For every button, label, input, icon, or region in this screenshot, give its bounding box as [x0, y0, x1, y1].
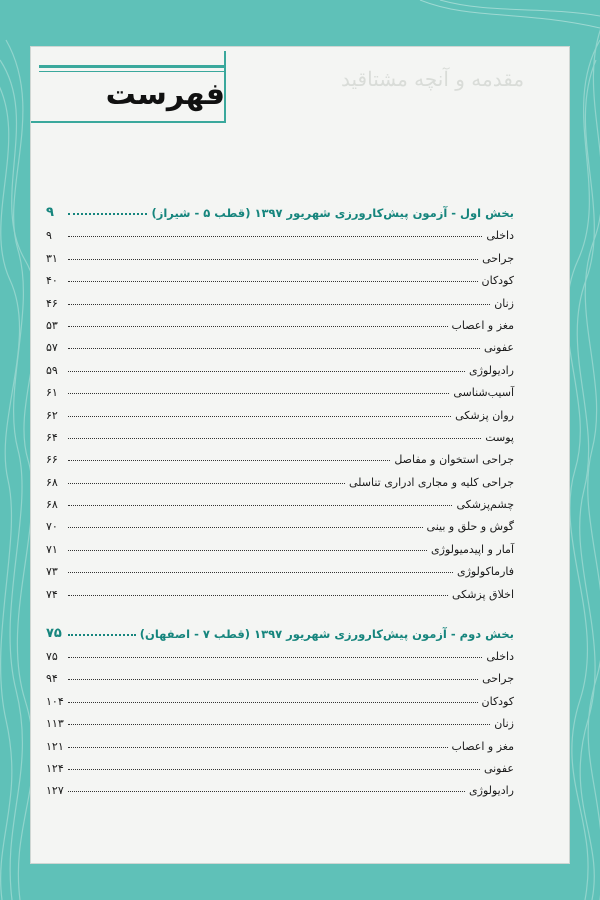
toc-entry-page: ۹ [46, 229, 52, 243]
toc-entry[interactable] [46, 685, 514, 707]
toc-entry-page: ۶۴ [46, 430, 58, 444]
toc-section [46, 198, 514, 601]
toc-entry-page: ۵۹ [46, 363, 58, 377]
toc-entry-label: گوش و حلق و بینی [426, 520, 514, 534]
toc-entry-label: رادیولوژی [469, 363, 514, 377]
leader-dots [68, 701, 478, 703]
leader-dots [68, 790, 465, 792]
toc-entry[interactable] [46, 444, 514, 466]
leader-dots [68, 437, 481, 439]
leader-dots [68, 258, 478, 260]
leader-dots [68, 504, 452, 506]
leader-dots [68, 212, 147, 215]
leader-dots [68, 482, 345, 484]
toc-entry-label: پوست [485, 430, 514, 444]
toc-entry-label: کودکان [481, 694, 514, 708]
toc-entry-label: مغز و اعصاب [451, 739, 514, 753]
toc-entry[interactable] [46, 354, 514, 376]
table-of-contents [46, 198, 514, 797]
toc-entry-page: ۷۵ [46, 650, 58, 664]
toc-entry-page: ۴۰ [46, 274, 58, 288]
section-heading-page: ۷۵ [46, 625, 62, 641]
section-heading-label: بخش دوم - آزمون پیش‌کارورزی شهریور ۱۳۹۷ (قطب ۷ - اصفهان) [139, 626, 514, 641]
leader-dots [68, 347, 480, 349]
leader-dots [68, 526, 423, 528]
leader-dots [68, 280, 478, 282]
title-rule-thick [39, 65, 225, 68]
toc-entry[interactable] [46, 399, 514, 421]
leader-dots [68, 235, 482, 237]
toc-entry-page: ۳۱ [46, 251, 58, 265]
toc-entry-label: زنان [494, 296, 514, 310]
toc-entry[interactable] [46, 310, 514, 332]
toc-entry-page: ۶۸ [46, 498, 58, 512]
toc-entry[interactable] [46, 556, 514, 578]
section-heading[interactable] [46, 619, 514, 641]
toc-entry-label: عفونی [483, 761, 514, 775]
toc-entry-page: ۷۰ [46, 520, 58, 534]
toc-entry-label: جراحی استخوان و مفاصل [394, 453, 514, 467]
toc-entry-label: جراحی [482, 672, 514, 686]
toc-entry[interactable] [46, 466, 514, 488]
leader-dots [68, 746, 448, 748]
toc-entry-label: روان پزشکی [455, 408, 514, 422]
leader-dots [68, 392, 449, 394]
toc-entry-page: ۹۴ [46, 672, 58, 686]
leader-dots [68, 549, 427, 551]
leader-dots [68, 633, 136, 636]
toc-entry-page: ۶۱ [46, 386, 58, 400]
toc-entry-label: آسیب‌شناسی [453, 386, 514, 400]
leader-dots [68, 459, 390, 461]
toc-entry[interactable] [46, 708, 514, 730]
toc-entry-page: ۷۴ [46, 587, 58, 601]
toc-entry-page: ۶۸ [46, 475, 58, 489]
toc-entry[interactable] [46, 775, 514, 797]
toc-entry[interactable] [46, 753, 514, 775]
toc-entry-label: داخلی [486, 650, 514, 664]
toc-entry-label: کودکان [481, 274, 514, 288]
toc-entry-page: ۱۱۳ [46, 717, 64, 731]
leader-dots [68, 303, 490, 305]
toc-entry-page: ۱۲۱ [46, 739, 64, 753]
toc-entry-page: ۶۶ [46, 453, 58, 467]
toc-entry-label: جراحی کلیه و مجاری ادراری تناسلی [348, 475, 514, 489]
toc-entry-label: آمار و اپیدمیولوژی [431, 542, 514, 556]
page-title: فهرست [105, 77, 225, 112]
toc-entry-label: داخلی [486, 229, 514, 243]
leader-dots [68, 370, 465, 372]
toc-entry[interactable] [46, 220, 514, 242]
toc-entry[interactable] [46, 287, 514, 309]
toc-entry-label: فارماکولوژی [456, 565, 514, 579]
toc-entry-label: عفونی [483, 341, 514, 355]
toc-entry-page: ۴۶ [46, 296, 58, 310]
title-rule-bottom [31, 121, 226, 123]
toc-entry[interactable] [46, 377, 514, 399]
toc-entry[interactable] [46, 265, 514, 287]
toc-entry-page: ۶۲ [46, 408, 58, 422]
toc-entry-page: ۱۲۷ [46, 784, 64, 798]
toc-entry[interactable] [46, 663, 514, 685]
leader-dots [68, 723, 490, 725]
leader-dots [68, 768, 480, 770]
leader-dots [68, 415, 451, 417]
title-rule-thin [39, 71, 225, 72]
toc-entry-label: اخلاق پزشکی [451, 587, 514, 601]
toc-entry[interactable] [46, 641, 514, 663]
leader-dots [68, 325, 448, 327]
toc-entry[interactable] [46, 489, 514, 511]
toc-entry[interactable] [46, 578, 514, 600]
toc-section [46, 619, 514, 798]
toc-entry-page: ۱۲۴ [46, 761, 64, 775]
toc-entry[interactable] [46, 332, 514, 354]
toc-entry[interactable] [46, 242, 514, 264]
leader-dots [68, 656, 482, 658]
section-heading-label: بخش اول - آزمون پیش‌کارورزی شهریور ۱۳۹۷ (قطب ۵ - شیراز) [151, 206, 514, 220]
toc-entry-page: ۵۳ [46, 318, 58, 332]
toc-entry[interactable] [46, 511, 514, 533]
leader-dots [68, 571, 453, 573]
toc-entry-label: جراحی [482, 251, 514, 265]
ghost-header-text: مقدمه و آنچه مشتاقید [341, 67, 525, 91]
toc-entry-label: رادیولوژی [469, 784, 514, 798]
toc-entry[interactable] [46, 533, 514, 555]
toc-entry[interactable] [46, 422, 514, 444]
toc-entry-label: زنان [494, 717, 514, 731]
toc-entry-label: چشم‌پزشکی [456, 498, 514, 512]
leader-dots [68, 678, 478, 680]
toc-entry[interactable] [46, 730, 514, 752]
leader-dots [68, 594, 448, 596]
section-heading[interactable] [46, 198, 514, 220]
toc-entry-page: ۷۳ [46, 565, 58, 579]
toc-entry-page: ۱۰۴ [46, 694, 64, 708]
toc-entry-page: ۷۱ [46, 542, 58, 556]
toc-entry-page: ۵۷ [46, 341, 58, 355]
section-heading-page: ۹ [46, 205, 54, 220]
toc-entry-label: مغز و اعصاب [451, 318, 514, 332]
